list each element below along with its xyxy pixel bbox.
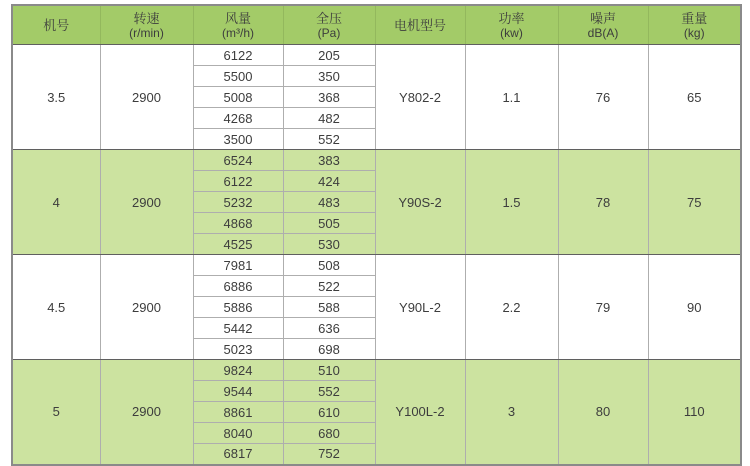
- spec-row: [12, 255, 741, 276]
- airflow-cell: 6122: [193, 45, 283, 66]
- spec-row: [12, 360, 741, 381]
- fan-spec-table: [11, 4, 742, 466]
- airflow-cell: 5023: [193, 339, 283, 360]
- col-header-pressure-unit: (Pa): [317, 25, 341, 40]
- speed-cell: 2900: [100, 150, 193, 255]
- noise-cell: 80: [558, 360, 648, 465]
- airflow-cell: 6886: [193, 276, 283, 297]
- machine-no-cell: 5: [12, 360, 100, 465]
- col-header-noise-unit: dB(A): [587, 25, 619, 40]
- pressure-cell: 752: [283, 444, 375, 465]
- power-cell: 3: [465, 360, 558, 465]
- weight-cell: 110: [648, 360, 741, 465]
- pressure-cell: 508: [283, 255, 375, 276]
- airflow-cell: 4525: [193, 234, 283, 255]
- airflow-cell: 8861: [193, 402, 283, 423]
- header-row: [12, 5, 741, 45]
- speed-cell: 2900: [100, 360, 193, 465]
- col-header-airflow-label: 风量: [224, 10, 251, 26]
- col-header-pressure: [283, 5, 375, 45]
- pressure-cell: 588: [283, 297, 375, 318]
- pressure-cell: 505: [283, 213, 375, 234]
- airflow-cell: 6122: [193, 171, 283, 192]
- col-header-noise-label: 噪声: [589, 10, 616, 26]
- motor-model-cell: Y90S-2: [375, 150, 465, 255]
- pressure-cell: 482: [283, 108, 375, 129]
- pressure-cell: 522: [283, 276, 375, 297]
- col-header-weight-label: 重量: [681, 10, 708, 26]
- speed-cell: 2900: [100, 255, 193, 360]
- pressure-cell: 350: [283, 66, 375, 87]
- airflow-cell: 5500: [193, 66, 283, 87]
- col-header-airflow: [193, 5, 283, 45]
- col-header-noise: [558, 5, 648, 45]
- machine-no-cell: 4.5: [12, 255, 100, 360]
- pressure-cell: 552: [283, 381, 375, 402]
- spec-row: [12, 150, 741, 171]
- pressure-cell: 610: [283, 402, 375, 423]
- airflow-cell: 3500: [193, 129, 283, 150]
- noise-cell: 78: [558, 150, 648, 255]
- motor-model-cell: Y802-2: [375, 45, 465, 150]
- airflow-cell: 5232: [193, 192, 283, 213]
- airflow-cell: 8040: [193, 423, 283, 444]
- col-header-speed-unit: (r/min): [129, 25, 164, 40]
- airflow-cell: 5886: [193, 297, 283, 318]
- col-header-power-label: 功率: [498, 10, 525, 26]
- col-header-power-unit: (kw): [500, 25, 523, 40]
- col-header-speed: [100, 5, 193, 45]
- col-header-pressure-label: 全压: [315, 10, 342, 26]
- col-header-motor-model: [375, 5, 465, 45]
- airflow-cell: 6524: [193, 150, 283, 171]
- pressure-cell: 680: [283, 423, 375, 444]
- pressure-cell: 368: [283, 87, 375, 108]
- airflow-cell: 4868: [193, 213, 283, 234]
- pressure-cell: 552: [283, 129, 375, 150]
- airflow-cell: 7981: [193, 255, 283, 276]
- pressure-cell: 424: [283, 171, 375, 192]
- pressure-cell: 636: [283, 318, 375, 339]
- spec-table-body: [12, 45, 741, 465]
- machine-no-cell: 4: [12, 150, 100, 255]
- col-header-machine-no-label: 机号: [43, 17, 70, 33]
- pressure-cell: 530: [283, 234, 375, 255]
- pressure-cell: 510: [283, 360, 375, 381]
- speed-cell: 2900: [100, 45, 193, 150]
- pressure-cell: 483: [283, 192, 375, 213]
- pressure-cell: 205: [283, 45, 375, 66]
- col-header-machine-no: [12, 5, 100, 45]
- pressure-cell: 698: [283, 339, 375, 360]
- airflow-cell: 6817: [193, 444, 283, 465]
- spec-row: [12, 45, 741, 66]
- power-cell: 2.2: [465, 255, 558, 360]
- weight-cell: 65: [648, 45, 741, 150]
- noise-cell: 79: [558, 255, 648, 360]
- airflow-cell: 9544: [193, 381, 283, 402]
- weight-cell: 75: [648, 150, 741, 255]
- weight-cell: 90: [648, 255, 741, 360]
- col-header-speed-label: 转速: [133, 10, 160, 26]
- motor-model-cell: Y90L-2: [375, 255, 465, 360]
- airflow-cell: 5442: [193, 318, 283, 339]
- airflow-cell: 5008: [193, 87, 283, 108]
- col-header-motor-model-label: 电机型号: [393, 17, 446, 33]
- col-header-airflow-unit: (m³/h): [222, 25, 254, 40]
- pressure-cell: 383: [283, 150, 375, 171]
- power-cell: 1.1: [465, 45, 558, 150]
- airflow-cell: 4268: [193, 108, 283, 129]
- noise-cell: 76: [558, 45, 648, 150]
- machine-no-cell: 3.5: [12, 45, 100, 150]
- spec-table-header: [12, 5, 741, 45]
- col-header-weight: [648, 5, 741, 45]
- col-header-power: [465, 5, 558, 45]
- col-header-weight-unit: (kg): [683, 25, 705, 40]
- airflow-cell: 9824: [193, 360, 283, 381]
- motor-model-cell: Y100L-2: [375, 360, 465, 465]
- power-cell: 1.5: [465, 150, 558, 255]
